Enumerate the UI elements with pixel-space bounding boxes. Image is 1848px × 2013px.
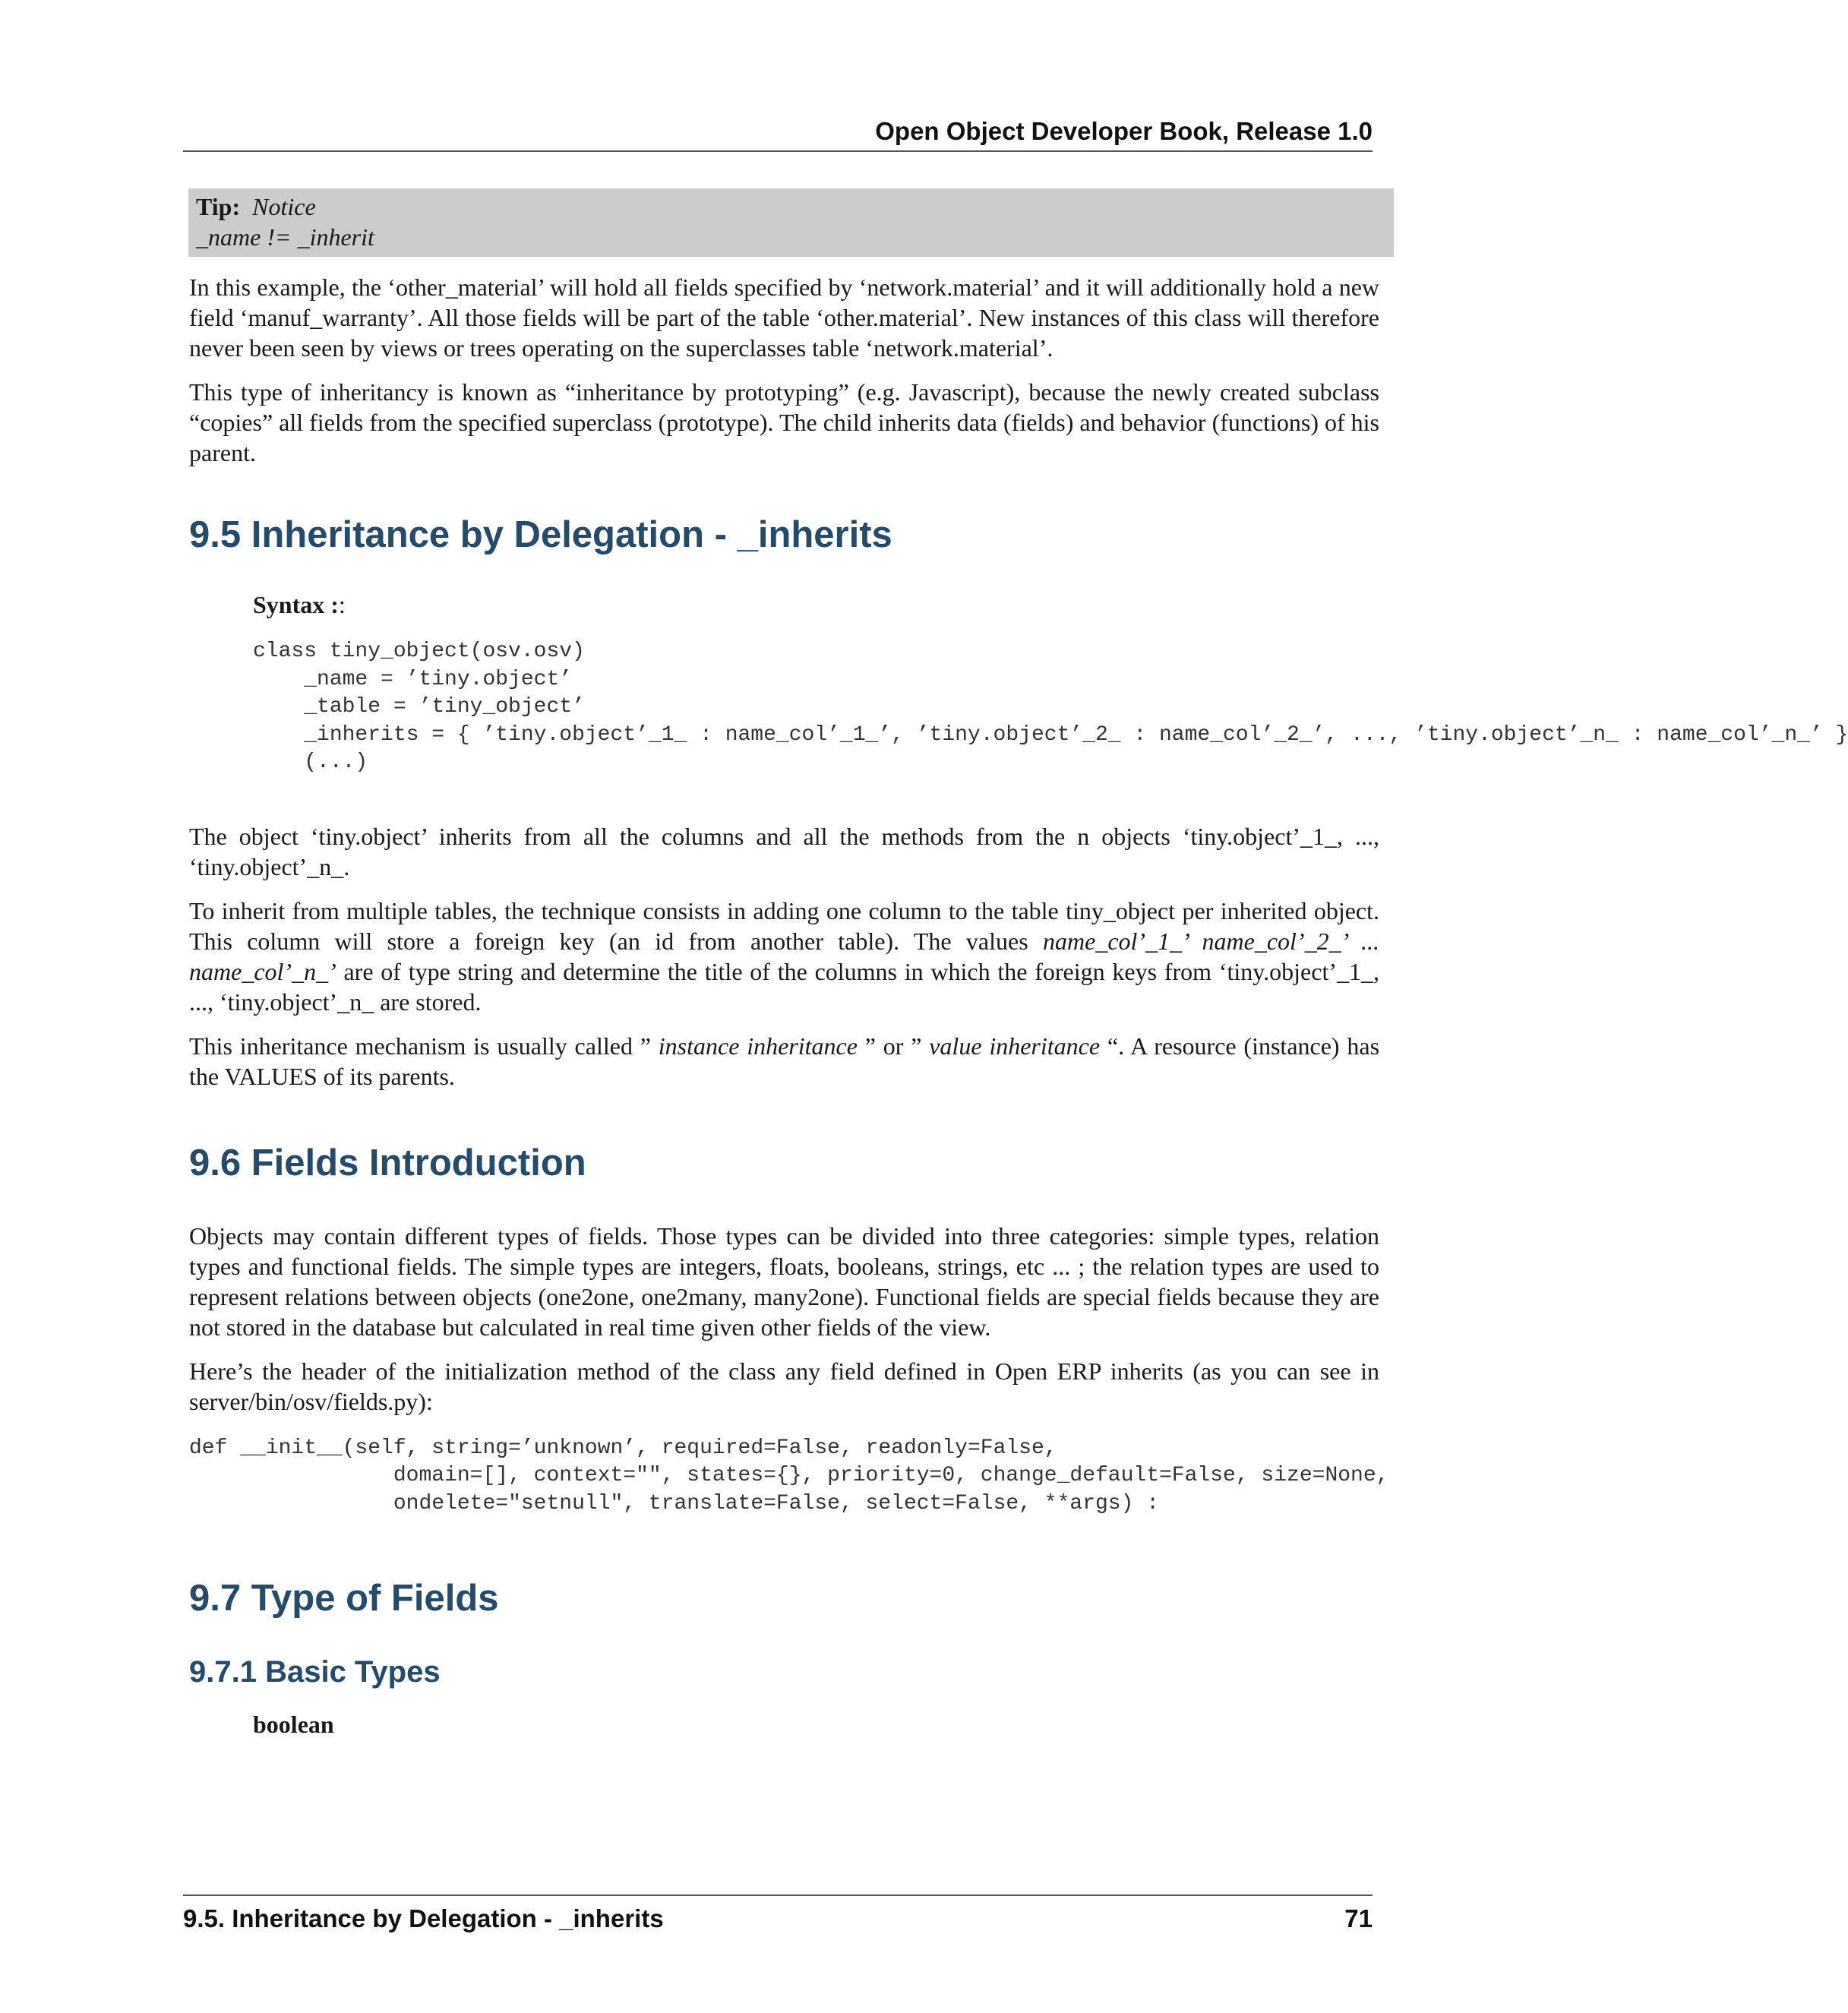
p2-text-emphasis: name_col’_1_’ name_col’_2_’ ... name_col’_n_’ [189,927,1380,985]
p3-text-a: This inheritance mechanism is usually called ” [189,1032,659,1060]
page-content [189,188,1848,1740]
tip-box [188,188,1394,257]
section-heading-9-5: 9.5 Inheritance by Delegation - _inherits [189,514,892,555]
syntax-label-colon: : [338,591,346,618]
tip-title-line [196,191,1386,222]
intro-paragraph-2: This type of inheritancy is known as “inheritance by prototyping” (e.g. Javascript), because the newly created subclass “copies” all fields from the specified superclass (prototype). The child inherits data (fields) and behavior (functions) of his parent. [189,378,1379,466]
p2-text-b: are of type string and determine the title of the columns in which the foreign keys from ‘tiny.object’_1_, ..., ‘tiny.object’_n_ are stored. [189,957,1379,1016]
syntax-label [253,589,1379,620]
subsection-heading-9-7-1: 9.7.1 Basic Types [189,1655,441,1689]
section-9-5-paragraph-2 [189,896,1379,1017]
footer-page-number: 71 [1344,1904,1373,1932]
definition-list [253,1709,1379,1740]
section-9-6-paragraph-1: Objects may contain different types of fields. Those types can be divided into three categories: simple types, relation types and functional fields. The simple types are integers, floats, booleans, strings, etc ... ; the relation types are used to represent relations between objects (one2one, one2many, many2one). Functional fields are special fields because they are not stored in the database but calculated in real time given other fields of the view. [189,1221,1379,1341]
tip-body [196,222,1386,252]
term-boolean: boolean [253,1711,334,1738]
tip-title: Notice [252,193,316,220]
intro-paragraph-1: In this example, the ‘other_material’ will hold all fields specified by ‘network.material’ and it will additionally hold a new field ‘manuf_warranty’. All those fields will be part of the table ‘other.material’. New instances of this class will therefore never been seen by views or trees operating on the superclasses table ‘network.material’. [189,273,1379,362]
section-heading-9-6: 9.6 Fields Introduction [189,1142,586,1183]
syntax-label-text: Syntax : [253,591,339,618]
section-heading-9-7: 9.7 Type of Fields [189,1578,499,1619]
section-9-6-paragraph-2: Here’s the header of the initialization method of the class any field defined in Open ERP inherits (as you can see in server/bin/osv/fields.py): [189,1357,1379,1415]
field-init-code-block: def __init__(self, string=’unknown’, required=False, readonly=False, domain=[], context="", states={}, priority=0, change_default=False, size=None, ondelete="setnull", translate=False, select=False, **args) : [189,1436,1389,1515]
inherits-code-block: class tiny_object(osv.osv) _name = ’tiny.object’ _table = ’tiny_object’ _inherits = { ’tiny.object’_1_ : name_col’_1_’, ’tiny.object’_2_ : name_col’_2_’, ..., ’tiny.object’_n_ : name_col’_n_’ } (...) [253,640,1848,774]
p2-text-a: To inherit from multiple tables, the technique consists in adding one column to the table tiny_object per inherited object. This column will store a foreign key (an id from another table). The values [189,896,1379,955]
section-9-5-paragraph-3 [189,1031,1379,1092]
p3-text-b: ” or ” [857,1032,930,1060]
p3-emphasis-2: value inheritance [929,1032,1101,1060]
tip-body-text: _name != _inherit [196,223,374,251]
tip-label: Tip: [196,193,241,220]
footer-section-title: 9.5. Inheritance by Delegation - _inherits [183,1904,664,1932]
p3-emphasis-1: instance inheritance [658,1032,858,1060]
page-footer [183,1894,1373,1934]
p3-text-c: “. A resource (instance) has the VALUES of its parents. [189,1032,1380,1090]
running-header: Open Object Developer Book, Release 1.0 [183,112,1373,152]
section-9-5-paragraph-1: The object ‘tiny.object’ inherits from all the columns and all the methods from the n objects ‘tiny.object’_1_, ..., ‘tiny.object’_n_. [189,822,1379,880]
syntax-block [253,589,1848,777]
